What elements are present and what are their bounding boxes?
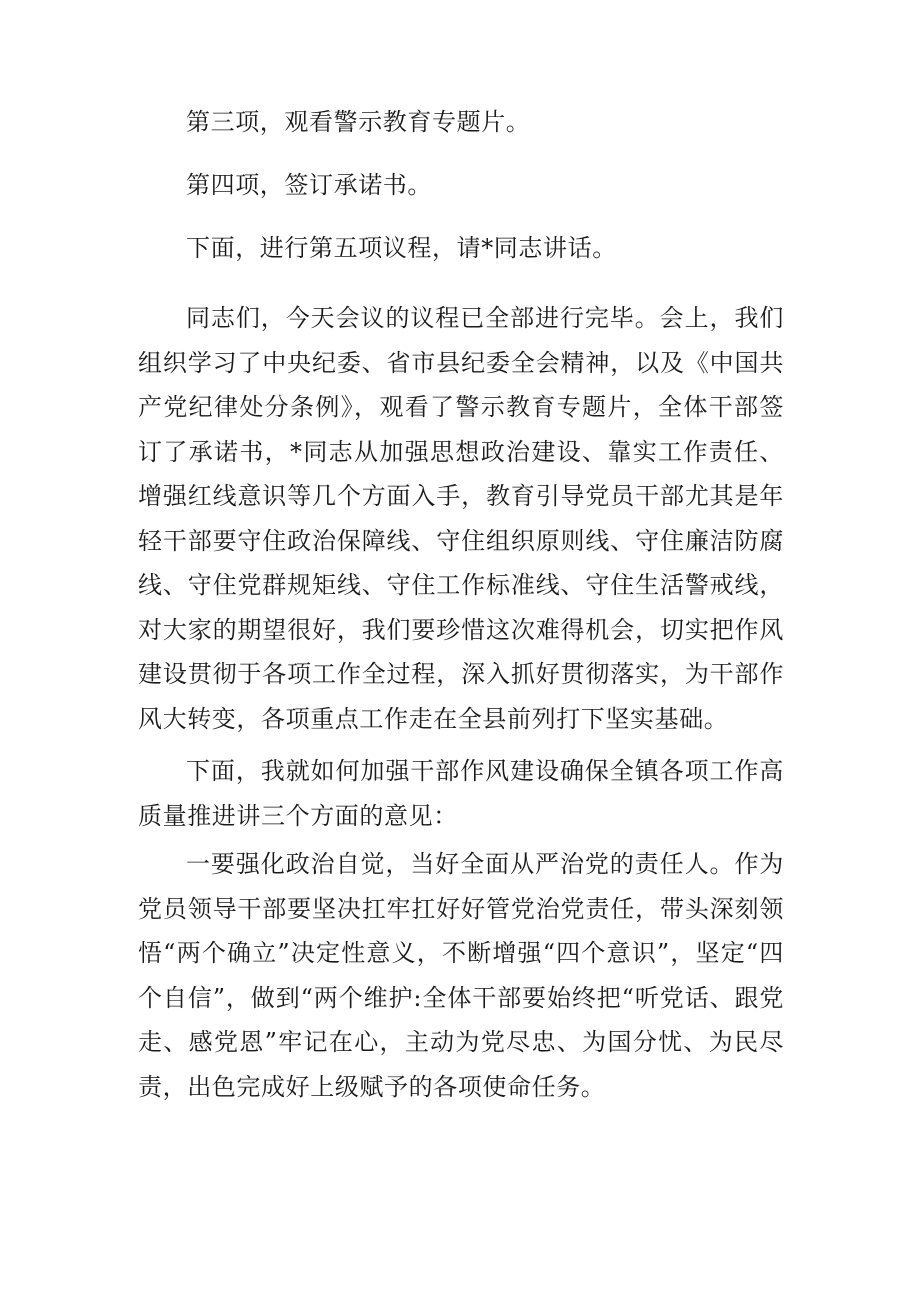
agenda-item-4: 第四项，签订承诺书。: [186, 171, 432, 199]
point-one-paragraph: 一要强化政治自觉，当好全面从严治党的责任人。作为党员领导干部要坚决扛牢扛好好管党治党责任，带头深刻领悟“两个确立”决定性意义，不断增强“四个意识”，坚定“四个自信”，做到“两个维护:全体干部要始终把“听党话、跟党走、感党恩”牢记在心，主动为党尽忠、为国分忧、为民尽责，出色完成好上级赋予的各项使命任务。: [138, 850, 784, 1101]
summary-paragraph: 同志们，今天会议的议程已全部进行完毕。会上，我们组织学习了中央纪委、省市县纪委全会精神，以及《中国共产党纪律处分条例》，观看了警示教育专题片，全体干部签订了承诺书，*同志从加强思想政治建设、靠实工作责任、增强红线意识等几个方面入手，教育引导党员干部尤其是年轻干部要守住政治保障线、守住组织原则线、守住廉洁防腐线、守住党群规矩线、守住工作标准线、守住生活警戒线，对大家的期望很好，我们要珍惜这次难得机会，切实把作风建设贯彻于各项工作全过程，深入抓好贯彻落实，为干部作风大转变，各项重点工作走在全县前列打下坚实基础。: [138, 304, 784, 733]
agenda-item-3: 第三项，观看警示教育专题片。: [186, 108, 531, 136]
agenda-item-5: 下面，进行第五项议程，请*同志讲话。: [186, 234, 617, 262]
intro-paragraph: 下面，我就如何加强干部作风建设确保全镇各项工作高质量推进讲三个方面的意见：: [138, 757, 784, 830]
